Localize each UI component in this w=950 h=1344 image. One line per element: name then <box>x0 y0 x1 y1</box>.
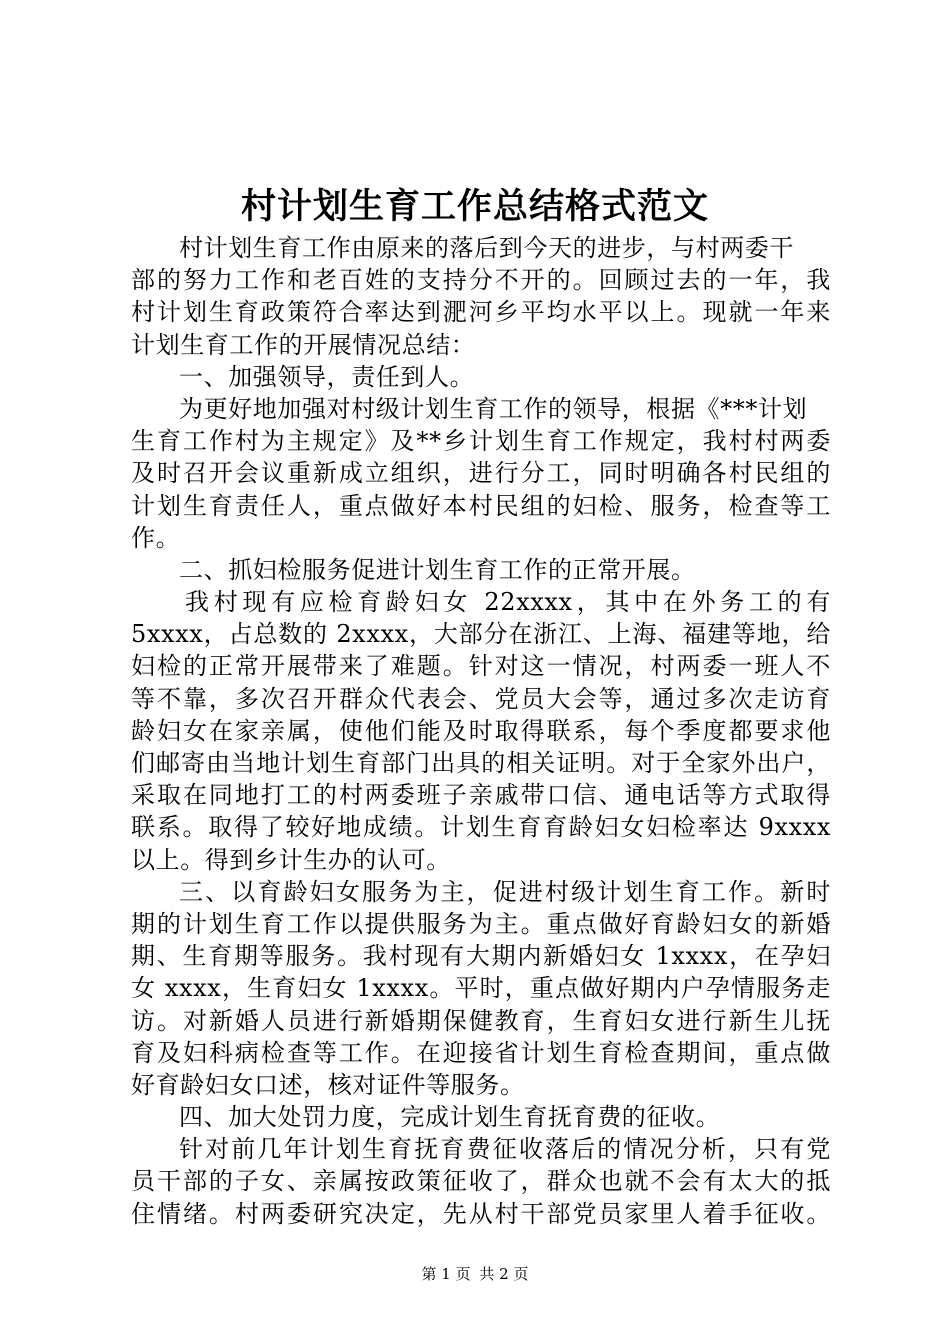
document-title: 村计划生育工作总结格式范文 <box>240 186 709 227</box>
section-heading: 三、以育龄妇女服务为主，促进村级计划生育工作。新时 <box>179 877 831 906</box>
paragraph-line: 作。 <box>131 523 181 552</box>
section-heading: 一、加强领导，责任到人。 <box>179 362 475 391</box>
paragraph-line: 联系。取得了较好地成绩。计划生育育龄妇女妇检率达 9xxxx <box>131 813 831 842</box>
paragraph-line: 妇检的正常开展带来了难题。针对这一情况，村两委一班人不 <box>131 652 831 681</box>
paragraph-line: 员干部的子女、亲属按政策征收了，群众也就不会有太大的抵 <box>131 1167 831 1196</box>
paragraph-line: 村计划生育工作由原来的落后到今天的进步，与村两委干 <box>179 234 794 262</box>
page-footer <box>0 1264 950 1284</box>
paragraph-line: 女 xxxx，生育妇女 1xxxx。平时，重点做好期内户孕情服务走 <box>131 974 831 1003</box>
paragraph-line: 住情绪。村两委研究决定，先从村干部党员家里人着手征收。 <box>131 1199 831 1228</box>
paragraph-line: 为更好地加强对村级计划生育工作的领导，根据《***计划 <box>179 394 808 423</box>
section-heading: 四、加大处罚力度，完成计划生育抚育费的征收。 <box>179 1103 721 1132</box>
paragraph-line: 计划生育责任人，重点做好本村民组的妇检、服务，检查等工 <box>131 491 831 520</box>
paragraph-line: 采取在同地打工的村两委班子亲戚带口信、通电话等方式取得 <box>131 781 831 810</box>
paragraph-line: 们邮寄由当地计划生育部门出具的相关证明。对于全家外出户， <box>131 749 831 777</box>
paragraph-line: 龄妇女在家亲属，使他们能及时取得联系，每个季度都要求他 <box>131 716 831 745</box>
document-body <box>131 232 831 1230</box>
paragraph-line: 及时召开会议重新成立组织，进行分工，同时明确各村民组的 <box>131 459 831 488</box>
paragraph-line: 5xxxx，占总数的 2xxxx，大部分在浙江、上海、福建等地，给 <box>131 620 831 649</box>
paragraph-line: 期的计划生育工作以提供服务为主。重点做好育龄妇女的新婚 <box>131 909 831 938</box>
paragraph-line: 访。对新婚人员进行新婚期保健教育，生育妇女进行新生儿抚 <box>131 1006 831 1035</box>
paragraph-line: 计划生育工作的开展情况总结： <box>131 330 476 359</box>
paragraph-line: 部的努力工作和老百姓的支持分不开的。回顾过去的一年，我 <box>131 266 831 295</box>
paragraph-line: 期、生育期等服务。我村现有大期内新婚妇女 1xxxx，在孕妇 <box>131 942 831 971</box>
paragraph-line: 针对前几年计划生育抚育费征收落后的情况分析，只有党 <box>179 1135 831 1164</box>
paragraph-line: 我村现有应检育龄妇女 22xxxx，其中在外务工的有 <box>185 588 831 617</box>
section-heading: 二、抓妇检服务促进计划生育工作的正常开展。 <box>179 555 696 584</box>
page-number: 第 1 页 <box>421 1265 471 1283</box>
paragraph-line: 育及妇科病检查等工作。在迎接省计划生育检查期间，重点做 <box>131 1038 831 1067</box>
paragraph-line: 好育龄妇女口述，核对证件等服务。 <box>131 1070 525 1099</box>
paragraph-line: 等不靠，多次召开群众代表会、党员大会等，通过多次走访育 <box>131 684 831 713</box>
page-total: 共 2 页 <box>479 1265 529 1283</box>
paragraph-line: 以上。得到乡计生办的认可。 <box>131 845 451 874</box>
paragraph-line: 生育工作村为主规定》及**乡计划生育工作规定，我村村两委 <box>131 427 831 456</box>
paragraph-line: 村计划生育政策符合率达到淝河乡平均水平以上。现就一年来 <box>131 298 831 327</box>
